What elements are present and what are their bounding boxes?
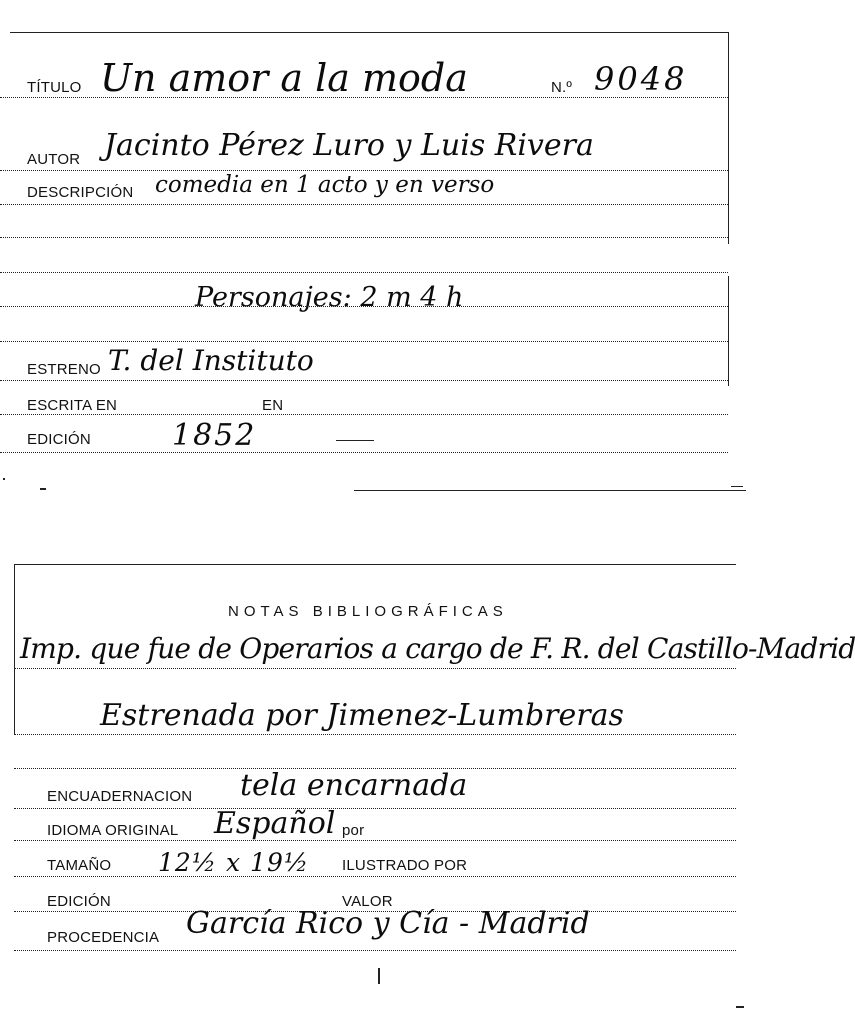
notas-top-border <box>14 564 736 565</box>
tamano-line <box>14 876 736 877</box>
numero-value: 9048 <box>594 60 688 98</box>
descripcion-label: DESCRIPCIÓN <box>27 184 134 201</box>
blank-line-1 <box>0 237 728 238</box>
margin-dot <box>3 478 5 480</box>
estreno-value: T. del Instituto <box>108 344 314 377</box>
nota-line-1 <box>14 668 736 669</box>
nota-line-2 <box>14 734 736 735</box>
autor-label: AUTOR <box>27 151 81 168</box>
tamano-value: 12½ x 19½ <box>158 848 310 877</box>
nota-2: Estrenada por Jimenez-Lumbreras <box>100 698 624 733</box>
personajes-value: Personajes: 2 m 4 h <box>195 282 464 313</box>
margin-mark <box>40 488 46 490</box>
estreno-label: ESTRENO <box>27 361 101 378</box>
personajes-line <box>0 306 728 307</box>
idioma-label: IDIOMA ORIGINAL <box>47 822 179 839</box>
scan-mark-2 <box>736 1006 744 1008</box>
edicion-label-bottom: EDICIÓN <box>47 893 111 910</box>
por-label: por <box>342 822 365 839</box>
escrita-label: ESCRITA EN <box>27 397 118 414</box>
edicion-stroke <box>336 440 374 441</box>
notas-title: NOTAS BIBLIOGRÁFICAS <box>228 603 508 620</box>
right-border-top <box>728 32 729 244</box>
top-border <box>10 32 728 33</box>
numero-label: N.º <box>551 79 573 96</box>
top-bottom-rule <box>354 490 746 491</box>
blank-line-2 <box>0 272 728 273</box>
blank-line-3 <box>0 341 728 342</box>
right-border-mid <box>728 276 729 386</box>
procedencia-line <box>14 950 736 951</box>
titulo-line <box>0 97 728 98</box>
escrita-line <box>0 414 728 415</box>
scan-mark-3 <box>731 486 743 487</box>
nota-1: Imp. que fue de Operarios a cargo de F. R. del Castillo-Madrid <box>20 632 855 665</box>
valor-label: VALOR <box>342 893 393 910</box>
edicion-label-top: EDICIÓN <box>27 431 91 448</box>
descripcion-line <box>0 204 728 205</box>
idioma-value: Español <box>214 806 336 841</box>
titulo-value: Un amor a la moda <box>100 56 468 100</box>
autor-value: Jacinto Pérez Luro y Luis Rivera <box>104 128 594 163</box>
edicion-value: 1852 <box>172 418 257 453</box>
idioma-line <box>14 840 736 841</box>
notas-left-border <box>14 564 15 734</box>
encuadernacion-line <box>14 808 736 809</box>
procedencia-label: PROCEDENCIA <box>47 929 160 946</box>
encuadernacion-label: ENCUADERNACION <box>47 788 193 805</box>
scan-mark-1 <box>378 968 380 984</box>
edicion-line <box>0 452 728 453</box>
descripcion-value: comedia en 1 acto y en verso <box>155 172 495 198</box>
ilustrado-label: ILUSTRADO POR <box>342 857 468 874</box>
encuadernacion-value: tela encarnada <box>240 768 468 803</box>
en-label: EN <box>262 397 284 414</box>
tamano-label: TAMAÑO <box>47 857 112 874</box>
procedencia-value: García Rico y Cía - Madrid <box>186 906 590 941</box>
autor-line <box>0 170 728 171</box>
titulo-label: TÍTULO <box>27 79 82 96</box>
estreno-line <box>0 380 728 381</box>
